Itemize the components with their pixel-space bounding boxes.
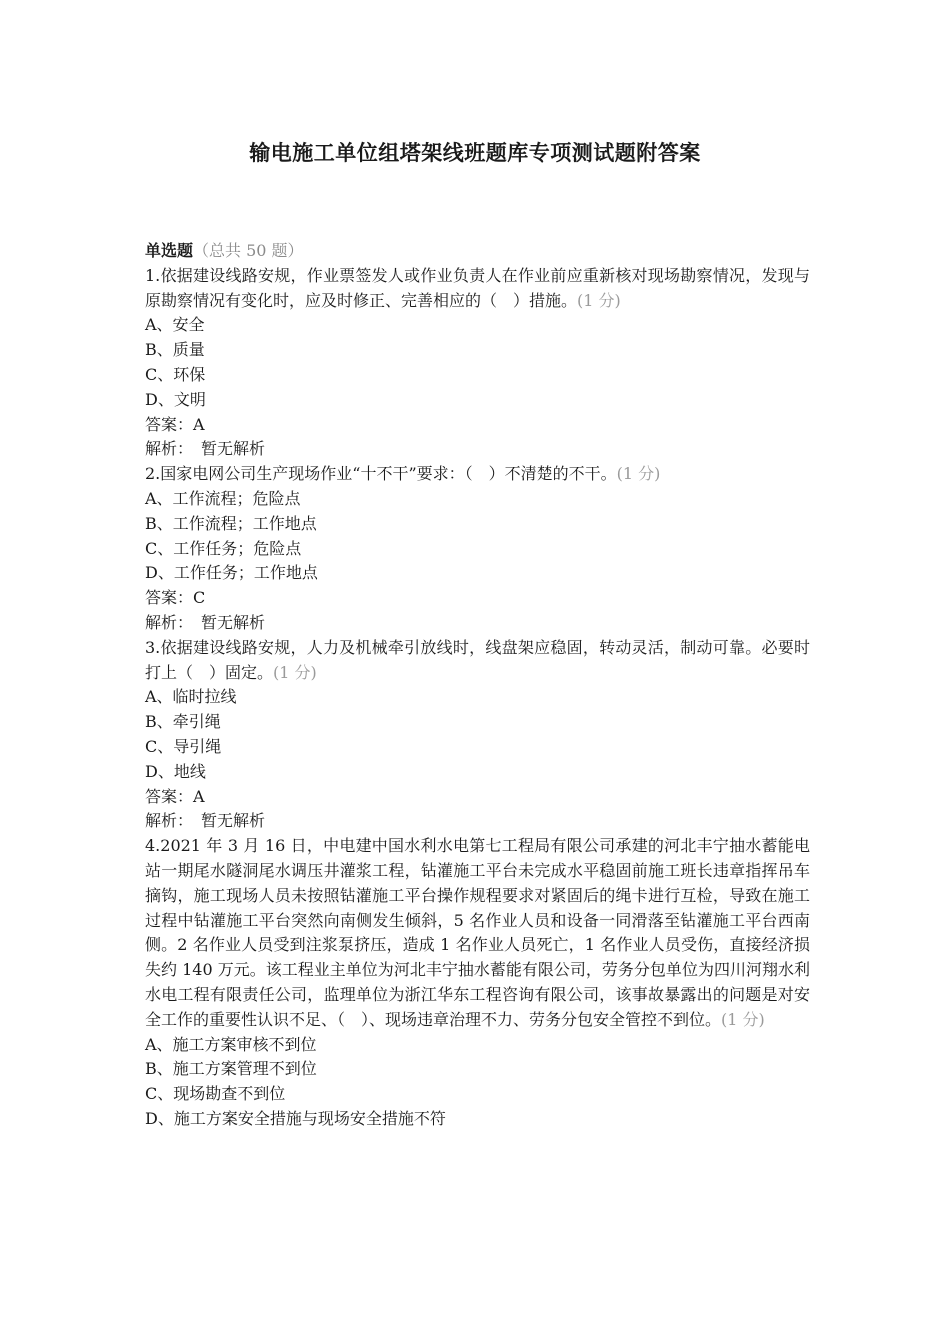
question-text: 1.依据建设线路安规，作业票签发人或作业负责人在作业前应重新核对现场勘察情况，发现与原勘察情况有变化时，应及时修正、完善相应的（ ）措施。 [145,265,810,310]
option-c: C、导引绳 [145,736,222,756]
answer-text: 答案：A [145,414,205,434]
option-c: C、现场勘查不到位 [145,1084,286,1104]
option-b: B、施工方案管理不到位 [145,1059,317,1079]
question-text: 4.2021 年 3 月 16 日，中电建中国水利水电第七工程局有限公司承建的河北丰宁抽水蓄能电站一期尾水隧洞尾水调压井灌浆工程，钻灌施工平台未完成水平稳固前施工班长违章指挥吊车摘钩，施工现场人员未按照钻灌施工平台操作规程要求对紧固后的绳卡进行互检，导致在施工过程中钻灌施工平台突然向南侧发生倾斜，5 名作业人员和设备一同滑落至钻灌施工平台西南侧。2 名作业人员受到注浆泵挤压，造成 1 名作业人员死亡，1 名作业人员受伤，直接经济损失约 140 万元。该工程业主单位为河北丰宁抽水蓄能有限公司，劳务分包单位为四川河翔水利水电工程有限责任公司，监理单位为浙江华东工程咨询有限公司，该事故暴露出的问题是对安全工作的重要性认识不足、（ ）、现场违章治理不力、劳务分包安全管控不到位。 [145,836,810,1029]
option-a: A、临时拉线 [145,687,237,707]
option-b: B、工作流程；工作地点 [145,513,317,533]
question-item [145,264,810,462]
analysis-text: 解析： 暂无解析 [145,612,266,632]
analysis-text: 解析： 暂无解析 [145,439,266,459]
option-a: A、工作流程；危险点 [145,488,301,508]
question-item [145,462,810,636]
section-header [145,239,810,264]
answer-text: 答案：A [145,786,205,806]
question-stem [145,264,810,314]
question-item [145,834,810,1132]
option-b: B、质量 [145,340,205,360]
question-score: (1 分) [721,1009,765,1029]
question-stem [145,462,810,487]
answer-text: 答案：C [145,588,206,608]
question-text: 3.依据建设线路安规，人力及机械牵引放线时，线盘架应稳固，转动灵活，制动可靠。必要时打上（ ）固定。 [145,637,810,682]
question-score: (1 分) [577,290,621,310]
option-c: C、环保 [145,364,206,384]
option-a: A、施工方案审核不到位 [145,1034,317,1054]
question-list [145,239,810,1132]
option-d: D、施工方案安全措施与现场安全措施不符 [145,1108,446,1128]
section-label: 单选题 [145,241,194,260]
option-a: A、安全 [145,315,205,335]
question-score: (1 分) [616,464,661,484]
option-c: C、工作任务；危险点 [145,538,302,558]
analysis-text: 解析： 暂无解析 [145,811,266,831]
question-stem [145,636,810,686]
option-b: B、牵引绳 [145,712,221,732]
option-d: D、工作任务；工作地点 [145,563,318,583]
question-score: (1 分) [273,662,317,682]
question-text: 2.国家电网公司生产现场作业“十不干”要求：（ ）不清楚的不干。 [145,464,617,484]
page-title: 输电施工单位组塔架线班题库专项测试题附答案 [249,140,701,165]
question-item [145,636,810,834]
question-stem [145,834,810,1032]
option-d: D、文明 [145,389,206,409]
section-count: （总共 50 题） [193,241,304,260]
option-d: D、地线 [145,761,206,781]
